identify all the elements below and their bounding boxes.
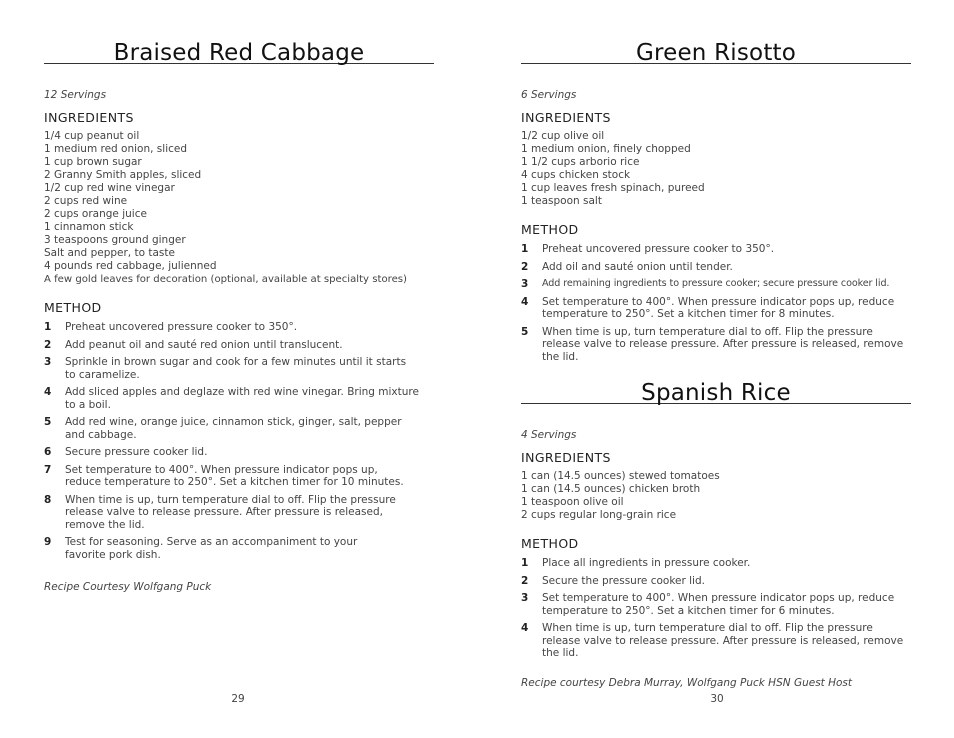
step-number: 3 bbox=[521, 592, 529, 604]
ingredient-item: 1 teaspoon olive oil bbox=[521, 496, 624, 508]
recipe-title-block bbox=[521, 340, 911, 404]
recipe-credit: Recipe Courtesy Wolfgang Puck bbox=[44, 581, 212, 593]
step-text: When time is up, turn temperature dial to off. Flip the pressure release valve to release pressure. After pressure is released, remove the lid. bbox=[542, 622, 904, 659]
page-number: 30 bbox=[710, 693, 724, 705]
method-heading: METHOD bbox=[44, 300, 102, 315]
ingredient-item: 1 can (14.5 ounces) chicken broth bbox=[521, 483, 701, 495]
ingredient-item: 1 cinnamon stick bbox=[44, 221, 134, 233]
ingredients-heading: INGREDIENTS bbox=[521, 450, 611, 465]
ingredient-item: 1/2 cup red wine vinegar bbox=[44, 182, 175, 194]
step-text: When time is up, turn temperature dial to off. Flip the pressure release valve to release pressure. After pressure is released, remove the lid. bbox=[65, 493, 396, 531]
recipe-title: Spanish Rice bbox=[641, 380, 791, 406]
ingredient-item: 4 pounds red cabbage, julienned bbox=[44, 260, 217, 272]
servings: 6 Servings bbox=[521, 89, 577, 101]
step-number: 9 bbox=[44, 536, 52, 548]
page-number: 29 bbox=[231, 693, 245, 705]
step-number: 3 bbox=[44, 356, 52, 368]
method-step bbox=[521, 296, 907, 321]
recipe-credit: Recipe courtesy Debra Murray, Wolfgang Puck HSN Guest Host bbox=[521, 677, 853, 689]
step-text: Set temperature to 400°. When pressure indicator pops up, reduce temperature to 250°. Set a kitchen timer for 6 minutes. bbox=[542, 592, 895, 617]
step-number: 2 bbox=[44, 338, 52, 351]
ingredients-list bbox=[521, 470, 911, 522]
spanish-rice-recipe bbox=[521, 340, 911, 665]
ingredient-item: 1 medium red onion, sliced bbox=[44, 143, 188, 155]
step-number: 1 bbox=[521, 243, 529, 255]
step-number: 1 bbox=[521, 557, 529, 569]
ingredient-item: 4 cups chicken stock bbox=[521, 169, 631, 181]
method-heading: METHOD bbox=[521, 222, 579, 237]
ingredient-item: 2 cups orange juice bbox=[44, 208, 147, 220]
ingredient-item: 1 cup leaves fresh spinach, pureed bbox=[521, 182, 705, 194]
step-text: Add peanut oil and sauté red onion until translucent. bbox=[65, 338, 343, 351]
method-heading: METHOD bbox=[521, 536, 579, 551]
recipe-title: Braised Red Cabbage bbox=[113, 40, 365, 66]
method-step bbox=[44, 356, 410, 381]
method-step bbox=[521, 575, 907, 588]
method-step bbox=[521, 592, 907, 617]
step-number: 6 bbox=[44, 446, 52, 458]
right-page bbox=[521, 0, 911, 738]
ingredient-item: Salt and pepper, to taste bbox=[44, 247, 175, 259]
ingredient-item: 1 1/2 cups arborio rice bbox=[521, 156, 640, 168]
step-text: Preheat uncovered pressure cooker to 350°. bbox=[65, 321, 298, 333]
ingredients-heading: INGREDIENTS bbox=[521, 110, 611, 125]
step-text: Set temperature to 400°. When pressure indicator pops up, reduce temperature to 250°. Set a kitchen timer for 8 minutes. bbox=[542, 295, 895, 320]
ingredient-item: 2 cups regular long-grain rice bbox=[521, 509, 677, 521]
method-step bbox=[521, 622, 907, 660]
ingredient-item: 1 can (14.5 ounces) stewed tomatoes bbox=[521, 470, 720, 482]
step-number: 4 bbox=[521, 622, 529, 634]
step-text: Add sliced apples and deglaze with red wine vinegar. Bring mixture to a boil. bbox=[65, 386, 419, 411]
ingredients-list bbox=[521, 130, 911, 208]
step-text: Test for seasoning. Serve as an accompaniment to your favorite pork dish. bbox=[65, 536, 358, 561]
ingredient-item: 1 teaspoon salt bbox=[521, 195, 602, 207]
method-steps bbox=[521, 557, 907, 660]
step-text: Secure the pressure cooker lid. bbox=[542, 574, 705, 587]
step-text: Place all ingredients in pressure cooker. bbox=[542, 557, 751, 569]
method-step bbox=[521, 557, 907, 570]
method-step bbox=[521, 243, 907, 256]
step-number: 2 bbox=[521, 260, 529, 273]
step-text: Set temperature to 400°. When pressure indicator pops up, reduce temperature to 250°. Set a kitchen timer for 10 minutes. bbox=[65, 463, 404, 488]
step-text: Preheat uncovered pressure cooker to 350°. bbox=[542, 243, 775, 255]
ingredient-item: 2 cups red wine bbox=[44, 195, 128, 207]
method-step bbox=[521, 278, 907, 291]
step-number: 7 bbox=[44, 463, 52, 476]
step-number: 5 bbox=[521, 325, 529, 338]
recipe-title-block bbox=[44, 0, 434, 64]
step-text: Add oil and sauté onion until tender. bbox=[542, 260, 733, 273]
method-step bbox=[44, 339, 426, 352]
servings: 12 Servings bbox=[44, 89, 107, 101]
step-number: 8 bbox=[44, 493, 52, 506]
recipe-title-block bbox=[521, 0, 911, 64]
step-text: Secure pressure cooker lid. bbox=[65, 446, 208, 458]
method-step bbox=[44, 494, 426, 532]
step-number: 4 bbox=[521, 295, 529, 308]
step-text: Add remaining ingredients to pressure cooker; secure pressure cooker lid. bbox=[542, 278, 890, 289]
ingredient-item: 1/4 cup peanut oil bbox=[44, 130, 140, 142]
method-step bbox=[44, 416, 410, 441]
step-number: 4 bbox=[44, 386, 52, 398]
ingredient-item: 3 teaspoons ground ginger bbox=[44, 234, 186, 246]
ingredients-heading: INGREDIENTS bbox=[44, 110, 134, 125]
step-text: Add red wine, orange juice, cinnamon stick, ginger, salt, pepper and cabbage. bbox=[65, 416, 402, 441]
left-page bbox=[44, 0, 434, 738]
step-number: 2 bbox=[521, 574, 529, 587]
step-number: 1 bbox=[44, 321, 52, 333]
method-step bbox=[44, 536, 374, 561]
ingredients-list bbox=[44, 130, 434, 286]
method-step bbox=[44, 321, 426, 334]
ingredient-item: 1/2 cup olive oil bbox=[521, 130, 605, 142]
step-number: 3 bbox=[521, 278, 529, 290]
method-step bbox=[44, 446, 426, 459]
recipe-title: Green Risotto bbox=[635, 40, 797, 66]
step-text: When time is up, turn temperature dial to off. Flip the pressure release valve to release pressure. After pressure is released, remove the lid. bbox=[542, 325, 904, 363]
method-steps bbox=[44, 321, 426, 561]
step-number: 5 bbox=[44, 416, 52, 428]
method-step bbox=[521, 261, 907, 274]
ingredient-item: 1 cup brown sugar bbox=[44, 156, 142, 168]
ingredient-item: 2 Granny Smith apples, sliced bbox=[44, 169, 202, 181]
ingredient-item: A few gold leaves for decoration (optional, available at specialty stores) bbox=[44, 274, 407, 285]
servings: 4 Servings bbox=[521, 429, 577, 441]
ingredient-item: 1 medium onion, finely chopped bbox=[521, 143, 691, 155]
method-step bbox=[44, 386, 426, 411]
step-text: Sprinkle in brown sugar and cook for a few minutes until it starts to caramelize. bbox=[65, 356, 407, 381]
method-step bbox=[44, 464, 410, 489]
